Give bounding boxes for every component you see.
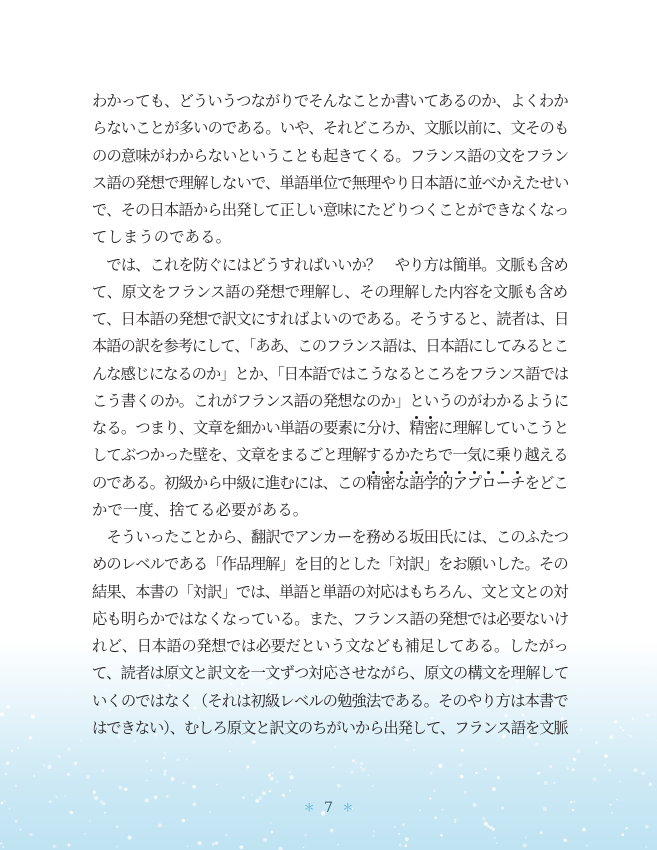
pattern-dot (11, 750, 13, 752)
page-number: 7 (324, 800, 333, 816)
pattern-dot (74, 762, 77, 765)
text-line: めのレベルである「作品理解」を目的とした「対訳」をお願いした。その (92, 555, 568, 574)
text-line: 応も明らかではなくなっている。また、フランス語の発想では必要ないけ (92, 609, 569, 628)
pattern-dot (394, 826, 396, 828)
pattern-dot (461, 749, 464, 752)
text-line: してぶつかった壁を、文章をまるごと理解するかたちで一気に乗り越える (92, 446, 568, 465)
emphasis-char: ア (452, 470, 466, 497)
emphasis-char: 精 (366, 470, 380, 497)
pattern-dot (303, 847, 305, 849)
emphasis-char: ー (496, 470, 510, 497)
pattern-dot (288, 771, 291, 774)
pattern-dot (337, 844, 339, 846)
pattern-dot (0, 842, 2, 844)
pattern-dot (645, 825, 649, 829)
text-line: かで一度、捨てる必要がある。 (92, 500, 309, 519)
pattern-dot (146, 779, 148, 781)
pattern-dot (404, 844, 407, 847)
pattern-dot (15, 820, 18, 823)
pattern-dot (334, 746, 336, 748)
pattern-dot (608, 769, 611, 772)
pattern-dot (182, 782, 185, 785)
pattern-dot (592, 777, 596, 781)
pattern-dot (576, 749, 580, 753)
pattern-dot (53, 844, 57, 848)
pattern-dot (604, 764, 606, 766)
pattern-dot (93, 795, 95, 797)
text-line: て、日本語の発想で訳文にすればよいのである。そうすると、読者は、日 (92, 310, 569, 328)
pattern-dot (197, 841, 201, 845)
pattern-dot (610, 735, 613, 738)
pattern-dot (24, 714, 26, 716)
pattern-dot (372, 785, 374, 787)
pattern-dot (578, 691, 580, 693)
pattern-dot (475, 772, 477, 774)
pattern-dot (163, 757, 165, 759)
pattern-dot (633, 768, 637, 772)
pattern-dot (182, 819, 185, 822)
pattern-dot (116, 826, 119, 829)
pattern-dot (604, 754, 608, 758)
text-line: わかっても、どういうつながりでそんなことか書いてあるのか、よくわか (92, 92, 568, 110)
pattern-dot (15, 785, 17, 788)
text-line: らないことが多いのである。いや、それどころか、文脈以前に、文そのも (92, 119, 569, 138)
pattern-dot (622, 729, 624, 731)
pattern-dot (614, 720, 617, 723)
emphasis-char: 精 (409, 415, 423, 442)
pattern-dot (166, 795, 169, 798)
pattern-dot (64, 795, 66, 797)
pattern-dot (101, 769, 104, 772)
pattern-dot (270, 822, 272, 824)
pattern-dot (251, 794, 253, 796)
pattern-dot (337, 784, 341, 788)
text-line: てしまうのである。 (92, 228, 232, 247)
pattern-dot (127, 835, 131, 839)
pattern-dot (440, 834, 443, 837)
pattern-dot (350, 770, 354, 774)
pattern-dot (272, 772, 274, 774)
pattern-dot (586, 845, 588, 847)
pattern-dot (649, 783, 652, 786)
pattern-dot (163, 773, 166, 776)
pattern-dot (398, 833, 400, 835)
text-line: そういったことから、翻訳でアンカーを務める坂田氏には、このふたつ (92, 528, 569, 546)
pattern-dot (55, 795, 58, 798)
pattern-dot (290, 775, 294, 779)
text-line: 本語の訳を参考にして、「ああ、このフランス語は、日本語にしてみるとこ (92, 337, 569, 356)
pattern-dot (632, 718, 634, 720)
pattern-dot (5, 773, 7, 775)
pattern-dot (489, 826, 493, 830)
emphasis-char: チ (510, 470, 524, 497)
pattern-dot (571, 768, 574, 771)
pattern-dot (361, 768, 365, 772)
pattern-dot (158, 823, 162, 827)
text-line: ス語の発想で理解しないで、単語単位で無理やり日本語に並べかえたせい (92, 173, 569, 192)
emphasis-char: な (395, 470, 409, 497)
text-line: では、これを防ぐにはどうすればいいか？ やり方は簡単。文脈も含め (92, 255, 568, 274)
pattern-dot (454, 819, 456, 821)
pattern-dot (360, 762, 363, 765)
pattern-dot (620, 726, 623, 729)
emphasis-char: 的 (438, 470, 452, 497)
pattern-dot (225, 834, 227, 836)
pattern-dot (399, 844, 402, 847)
pattern-dot (29, 736, 33, 740)
pattern-dot (145, 760, 148, 763)
pattern-dot (2, 846, 4, 848)
pattern-dot (573, 758, 577, 762)
pattern-dot (496, 842, 498, 844)
pattern-dot (540, 831, 543, 834)
text-line: なる。つまり、文章を細かい単語の要素に分け、精密に理解していこうと (92, 415, 568, 442)
text-line: いくのではなく（それは初級レベルの勉強法である。そのやり方は本書で (92, 691, 568, 710)
pattern-dot (17, 747, 19, 749)
pattern-dot (47, 765, 51, 769)
pattern-dot (492, 787, 496, 791)
pattern-dot (402, 823, 405, 826)
pattern-dot (352, 759, 355, 762)
text-line: て、読者は原文と訳文を一文ずつ対応させながら、原文の構文を理解して (92, 664, 569, 683)
pattern-dot (630, 735, 633, 738)
emphasis-char: 密 (424, 415, 438, 442)
emphasis-char: 学 (424, 470, 438, 497)
pattern-dot (163, 769, 167, 773)
pattern-dot (239, 845, 243, 849)
page-folio (0, 799, 657, 817)
emphasis-char: プ (467, 470, 481, 497)
pattern-dot (268, 774, 271, 777)
pattern-dot (549, 765, 552, 768)
text-line: 結果、本書の「対訳」では、単語と単語の対応はもちろん、文と文との対 (92, 582, 568, 601)
pattern-dot (373, 835, 375, 837)
pattern-dot (304, 834, 307, 837)
pattern-dot (537, 772, 540, 775)
text-line: のである。初級から中級に進むには、この精密な語学的アプローチをどこ (92, 470, 568, 497)
emphasis-char: 密 (380, 470, 394, 497)
pattern-dot (229, 750, 231, 752)
pattern-dot (289, 790, 291, 792)
pattern-dot (582, 828, 586, 832)
pattern-dot (525, 837, 527, 839)
pattern-dot (497, 776, 500, 779)
pattern-dot (58, 755, 61, 758)
pattern-dot (544, 781, 548, 785)
pattern-dot (271, 831, 274, 834)
pattern-dot (494, 837, 496, 839)
pattern-dot (438, 764, 442, 768)
pattern-dot (332, 767, 334, 769)
pattern-dot (621, 833, 624, 836)
emphasis-char: ロ (481, 470, 495, 497)
pattern-dot (124, 788, 128, 792)
pattern-dot (484, 822, 488, 826)
pattern-dot (330, 829, 334, 833)
pattern-dot (645, 846, 647, 848)
pattern-dot (20, 829, 22, 831)
pattern-dot (164, 752, 166, 754)
pattern-dot (216, 784, 218, 786)
pattern-dot (566, 767, 569, 770)
pattern-dot (71, 690, 73, 692)
pattern-dot (553, 782, 555, 784)
pattern-dot (355, 762, 357, 764)
pattern-dot (86, 775, 90, 779)
pattern-dot (33, 775, 35, 777)
pattern-dot (563, 838, 567, 842)
pattern-dot (619, 781, 621, 783)
pattern-dot (176, 758, 179, 761)
pattern-dot (67, 844, 70, 847)
pattern-dot (262, 791, 266, 795)
text-line: こう書くのか。これがフランス語の発想なのか」というのがわかるように (92, 391, 569, 410)
pattern-dot (373, 830, 375, 832)
folio-star-left-icon: ＊ (303, 801, 315, 814)
pattern-dot (595, 741, 598, 744)
pattern-dot (192, 785, 196, 789)
pattern-dot (67, 773, 70, 776)
text-line: のの意味がわからないということも起きてくる。フランス語の文をフラン (92, 146, 569, 165)
pattern-dot (433, 789, 436, 792)
pattern-dot (0, 712, 4, 716)
pattern-dot (170, 777, 174, 781)
pattern-dot (628, 734, 630, 736)
pattern-dot (89, 820, 91, 822)
pattern-dot (646, 714, 649, 717)
pattern-dot (535, 743, 538, 746)
pattern-dot (67, 748, 71, 752)
pattern-dot (118, 786, 122, 790)
pattern-dot (31, 714, 35, 718)
pattern-dot (276, 781, 278, 783)
pattern-dot (405, 837, 409, 841)
pattern-dot (84, 833, 86, 835)
pattern-dot (150, 769, 152, 771)
pattern-dot (413, 749, 415, 751)
pattern-dot (80, 740, 82, 742)
text-line: んな感じになるのか」とか、「日本語ではこうなるところをフランス語では (92, 364, 568, 383)
pattern-dot (523, 843, 527, 847)
folio-star-right-icon: ＊ (342, 801, 354, 814)
pattern-dot (246, 765, 249, 768)
pattern-dot (641, 662, 644, 665)
emphasis-char: 語 (409, 470, 423, 497)
pattern-dot (270, 777, 274, 781)
pattern-dot (360, 767, 362, 769)
pattern-dot (579, 728, 582, 731)
pattern-dot (282, 794, 285, 797)
pattern-dot (263, 838, 267, 842)
pattern-dot (92, 790, 96, 794)
pattern-dot (367, 774, 369, 776)
pattern-dot (460, 775, 464, 779)
pattern-dot (430, 772, 433, 775)
text-line: て、原文をフランス語の発想で理解し、その理解した内容を文脈も含め (92, 282, 568, 301)
pattern-dot (43, 764, 45, 766)
text-line: れど、日本語の発想では必要だという文なども補足してある。したがっ (92, 637, 569, 655)
pattern-dot (186, 759, 188, 761)
pattern-dot (29, 833, 32, 836)
text-line: で、その日本語から出発して正しい意味にたどりつくことができなくなっ (92, 201, 569, 219)
pattern-dot (269, 790, 271, 792)
pattern-dot (625, 827, 628, 830)
pattern-dot (215, 841, 219, 845)
pattern-dot (116, 846, 118, 848)
pattern-dot (484, 768, 487, 771)
pattern-dot (454, 821, 456, 823)
text-line: はできない）、むしろ原文と訳文のちがいから出発して、フランス語を文脈 (92, 718, 568, 737)
pattern-dot (641, 771, 645, 775)
pattern-dot (459, 763, 463, 767)
pattern-dot (187, 845, 189, 847)
pattern-dot (7, 705, 11, 709)
pattern-dot (212, 843, 215, 846)
body-text (92, 88, 568, 742)
pattern-dot (464, 791, 467, 794)
pattern-dot (482, 817, 486, 821)
pattern-dot (6, 762, 9, 765)
